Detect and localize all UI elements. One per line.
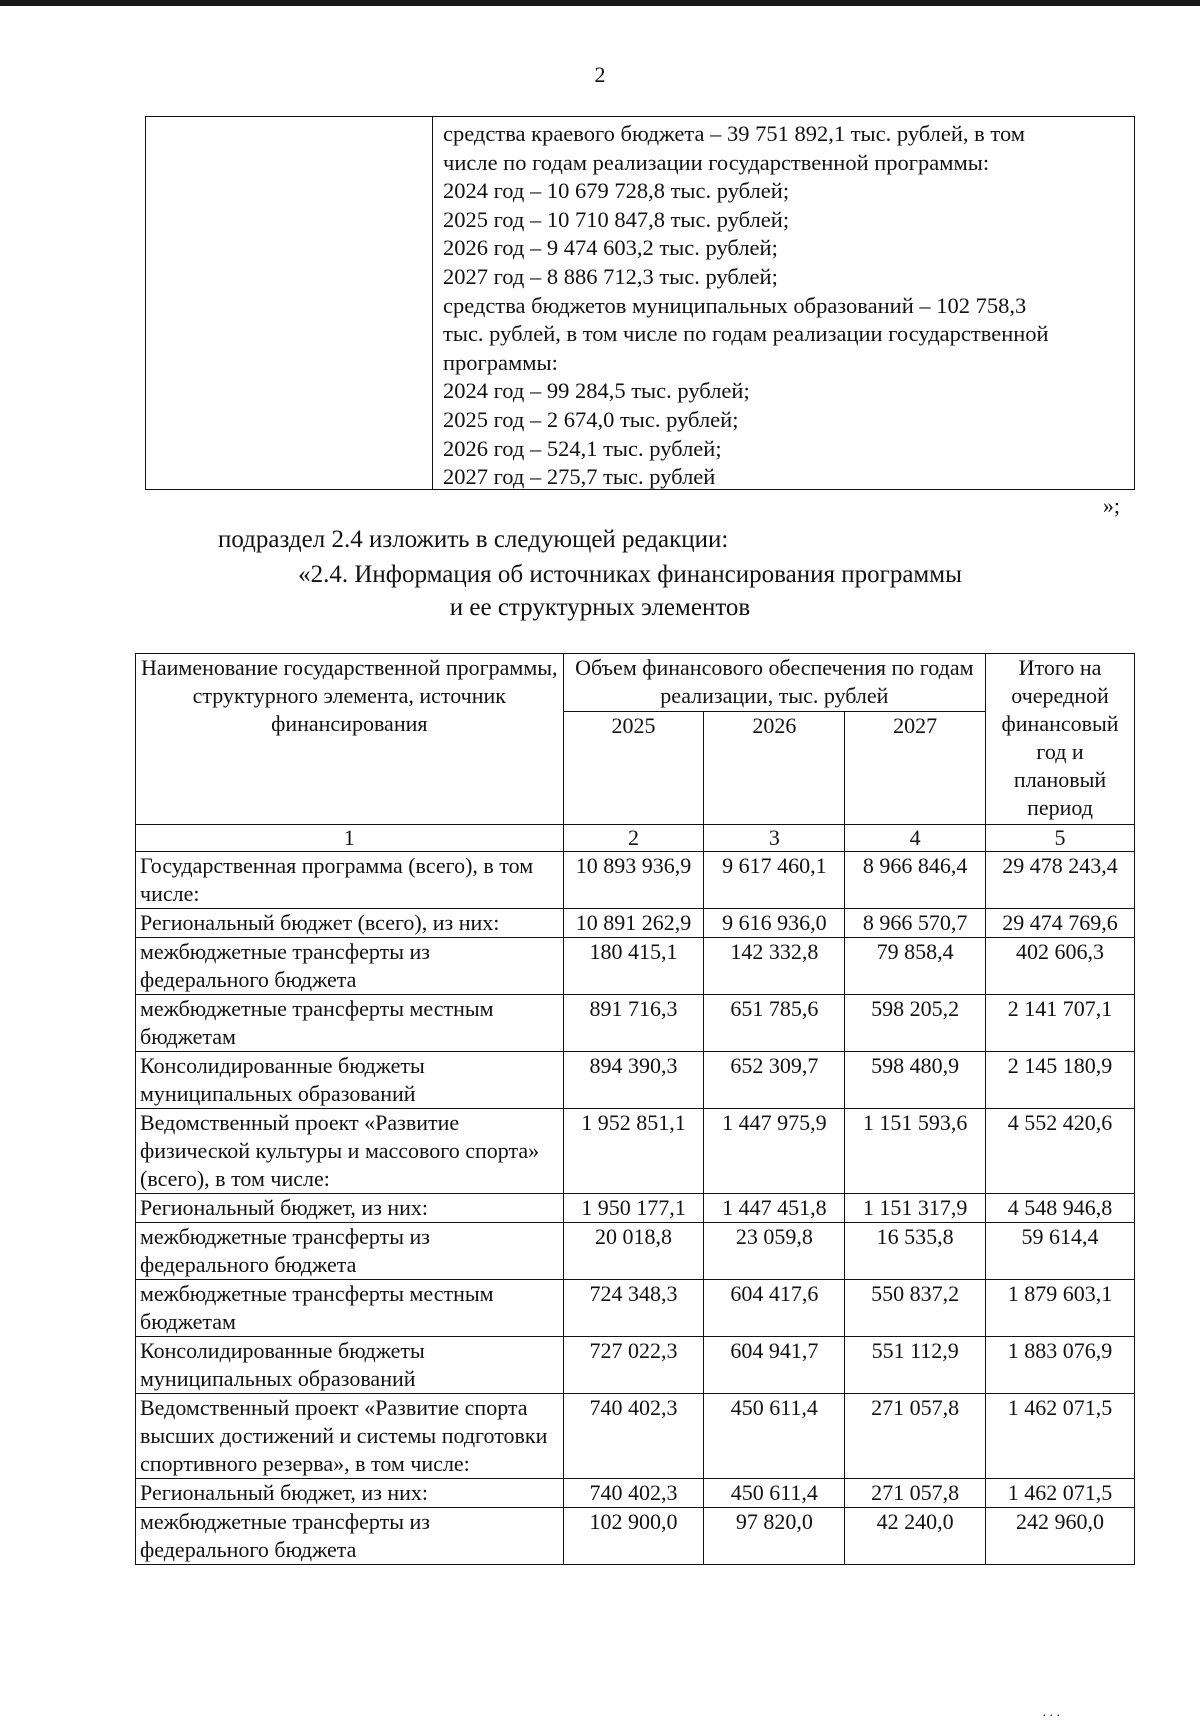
- row-year-value: 271 057,8: [845, 1479, 986, 1508]
- subsection-title: [0, 558, 1200, 624]
- table-row: [136, 1508, 1135, 1565]
- row-total-value: 59 614,4: [986, 1223, 1135, 1280]
- row-year-value: 8 966 846,4: [845, 852, 986, 909]
- table-row: [136, 1223, 1135, 1280]
- header-total: Итого на очередной финансовый год и плановый период: [986, 654, 1135, 825]
- row-name: межбюджетные трансферты местным бюджетам: [136, 1280, 564, 1337]
- row-name: межбюджетные трансферты из федерального бюджета: [136, 1223, 564, 1280]
- column-number: 4: [845, 825, 986, 852]
- table-row: [136, 1109, 1135, 1194]
- continuation-table: [145, 116, 1135, 490]
- header-name: Наименование государственной программы, структурного элемента, источник финансирования: [136, 654, 564, 825]
- row-name: Консолидированные бюджеты муниципальных образований: [136, 1052, 564, 1109]
- header-year: 2026: [704, 712, 845, 825]
- row-name: Государственная программа (всего), в том числе:: [136, 852, 564, 909]
- row-year-value: 1 151 593,6: [845, 1109, 986, 1194]
- header-year: 2027: [845, 712, 986, 825]
- subsection-intro: подраздел 2.4 изложить в следующей редакции:: [218, 526, 729, 553]
- row-year-value: 891 716,3: [563, 995, 704, 1052]
- row-year-value: 79 858,4: [845, 938, 986, 995]
- row-year-value: 598 480,9: [845, 1052, 986, 1109]
- column-number: 1: [136, 825, 564, 852]
- continuation-line: 2026 год – 9 474 603,2 тыс. рублей;: [443, 235, 778, 261]
- closing-quote: »;: [1102, 493, 1120, 518]
- row-year-value: 652 309,7: [704, 1052, 845, 1109]
- row-year-value: 551 112,9: [845, 1337, 986, 1394]
- row-year-value: 1 447 975,9: [704, 1109, 845, 1194]
- row-year-value: 1 447 451,8: [704, 1194, 845, 1223]
- row-total-value: 2 145 180,9: [986, 1052, 1135, 1109]
- table-row: [136, 909, 1135, 938]
- row-total-value: 4 548 946,8: [986, 1194, 1135, 1223]
- continuation-line: 2027 год – 8 886 712,3 тыс. рублей;: [443, 263, 778, 289]
- row-year-value: 102 900,0: [563, 1508, 704, 1565]
- row-year-value: 604 417,6: [704, 1280, 845, 1337]
- row-total-value: 1 879 603,1: [986, 1280, 1135, 1337]
- continuation-line: 2024 год – 10 679 728,8 тыс. рублей;: [443, 178, 790, 204]
- row-name: Региональный бюджет, из них:: [136, 1479, 564, 1508]
- table-row: [136, 1479, 1135, 1508]
- continuation-content-cell: [433, 117, 1134, 489]
- page-number: 2: [594, 62, 606, 87]
- row-name: межбюджетные трансферты из федерального бюджета: [136, 938, 564, 995]
- financing-table: [135, 653, 1135, 1565]
- row-total-value: 4 552 420,6: [986, 1109, 1135, 1194]
- continuation-line: 2025 год – 10 710 847,8 тыс. рублей;: [443, 206, 790, 232]
- table-row: [136, 1194, 1135, 1223]
- row-total-value: 242 960,0: [986, 1508, 1135, 1565]
- row-year-value: 10 891 262,9: [563, 909, 704, 938]
- row-total-value: 1 462 071,5: [986, 1479, 1135, 1508]
- row-year-value: 740 402,3: [563, 1479, 704, 1508]
- row-year-value: 16 535,8: [845, 1223, 986, 1280]
- continuation-line: числе по годам реализации государственной программы:: [443, 149, 990, 175]
- row-name: Региональный бюджет (всего), из них:: [136, 909, 564, 938]
- row-name: Ведомственный проект «Развитие физической культуры и массового спорта» (всего), в том числе:: [136, 1109, 564, 1194]
- row-year-value: 20 018,8: [563, 1223, 704, 1280]
- row-year-value: 724 348,3: [563, 1280, 704, 1337]
- row-total-value: 2 141 707,1: [986, 995, 1135, 1052]
- subsection-title-line1: «2.4. Информация об источниках финансирования программы: [298, 561, 962, 588]
- row-year-value: 550 837,2: [845, 1280, 986, 1337]
- row-year-value: 9 617 460,1: [704, 852, 845, 909]
- header-year: 2025: [563, 712, 704, 825]
- column-number: 2: [563, 825, 704, 852]
- row-year-value: 1 952 851,1: [563, 1109, 704, 1194]
- row-year-value: 598 205,2: [845, 995, 986, 1052]
- row-year-value: 9 616 936,0: [704, 909, 845, 938]
- row-year-value: 180 415,1: [563, 938, 704, 995]
- row-year-value: 740 402,3: [563, 1394, 704, 1479]
- page-top-border: [0, 0, 1200, 6]
- continuation-line: 2027 год – 275,7 тыс. рублей: [443, 464, 716, 490]
- column-number: 5: [986, 825, 1135, 852]
- table-row: [136, 1337, 1135, 1394]
- row-year-value: 651 785,6: [704, 995, 845, 1052]
- continuation-line: программы:: [443, 349, 558, 375]
- row-name: Консолидированные бюджеты муниципальных образований: [136, 1337, 564, 1394]
- table-row: [136, 938, 1135, 995]
- continuation-line: 2024 год – 99 284,5 тыс. рублей;: [443, 378, 750, 404]
- row-year-value: 10 893 936,9: [563, 852, 704, 909]
- table-row: [136, 995, 1135, 1052]
- row-total-value: 29 478 243,4: [986, 852, 1135, 909]
- row-year-value: 727 022,3: [563, 1337, 704, 1394]
- footer-mark: . . .: [1042, 1705, 1060, 1720]
- table-row: [136, 1280, 1135, 1337]
- row-total-value: 1 883 076,9: [986, 1337, 1135, 1394]
- row-year-value: 271 057,8: [845, 1394, 986, 1479]
- row-year-value: 42 240,0: [845, 1508, 986, 1565]
- table-row: [136, 1394, 1135, 1479]
- row-name: Региональный бюджет, из них:: [136, 1194, 564, 1223]
- continuation-line: тыс. рублей, в том числе по годам реализации государственной: [443, 321, 1049, 347]
- row-name: межбюджетные трансферты местным бюджетам: [136, 995, 564, 1052]
- subsection-title-line2: и ее структурных элементов: [449, 594, 751, 621]
- continuation-line: средства бюджетов муниципальных образований – 102 758,3: [443, 292, 1027, 318]
- row-year-value: 894 390,3: [563, 1052, 704, 1109]
- row-year-value: 97 820,0: [704, 1508, 845, 1565]
- continuation-line: 2025 год – 2 674,0 тыс. рублей;: [443, 406, 739, 432]
- continuation-line: 2026 год – 524,1 тыс. рублей;: [443, 435, 722, 461]
- row-name: Ведомственный проект «Развитие спорта высших достижений и системы подготовки спортивного резерва», в том числе:: [136, 1394, 564, 1479]
- row-total-value: 29 474 769,6: [986, 909, 1135, 938]
- row-year-value: 142 332,8: [704, 938, 845, 995]
- row-year-value: 450 611,4: [704, 1479, 845, 1508]
- row-year-value: 8 966 570,7: [845, 909, 986, 938]
- row-year-value: 1 950 177,1: [563, 1194, 704, 1223]
- table-row: [136, 1052, 1135, 1109]
- column-number: 3: [704, 825, 845, 852]
- table-row: [136, 852, 1135, 909]
- row-year-value: 23 059,8: [704, 1223, 845, 1280]
- row-total-value: 1 462 071,5: [986, 1394, 1135, 1479]
- row-year-value: 604 941,7: [704, 1337, 845, 1394]
- row-year-value: 450 611,4: [704, 1394, 845, 1479]
- row-total-value: 402 606,3: [986, 938, 1135, 995]
- column-number-row: [136, 825, 1135, 852]
- header-volume: Объем финансового обеспечения по годам реализации, тыс. рублей: [563, 654, 986, 712]
- row-year-value: 1 151 317,9: [845, 1194, 986, 1223]
- continuation-line: средства краевого бюджета – 39 751 892,1 тыс. рублей, в том: [443, 121, 1026, 146]
- continuation-label-cell: [146, 117, 433, 489]
- row-name: межбюджетные трансферты из федерального бюджета: [136, 1508, 564, 1565]
